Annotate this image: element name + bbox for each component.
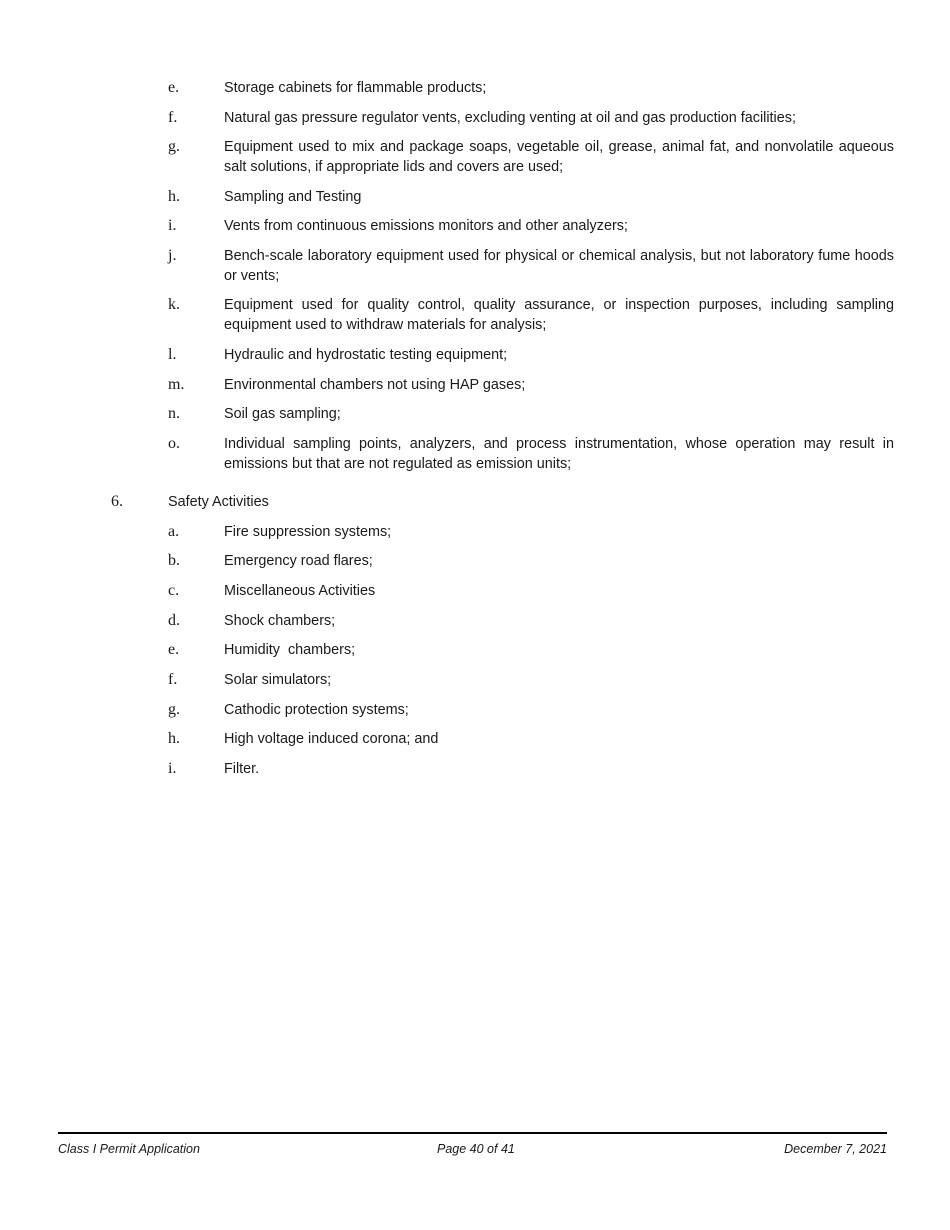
list-marker: l. [168, 346, 177, 363]
footer-page-number: Page 40 of 41 [437, 1142, 515, 1156]
list-item-text: Filter. [224, 761, 260, 777]
list-item-text: Solar simulators; [224, 672, 332, 688]
list-marker: h. [168, 730, 180, 747]
list-marker: d. [168, 612, 180, 629]
footer-divider [58, 1132, 887, 1134]
list-item-text: Natural gas pressure regulator vents, excluding venting at oil and gas production facilities; [224, 110, 796, 126]
list-item-text: Hydraulic and hydrostatic testing equipment; [224, 347, 508, 363]
list-marker: f. [168, 109, 178, 126]
list-marker: c. [168, 582, 180, 599]
list-marker: f. [168, 671, 178, 688]
list-marker: h. [168, 188, 180, 205]
list-item-text: Emergency road flares; [224, 553, 373, 569]
list-item-text: Sampling and Testing [224, 189, 362, 205]
list-marker: i. [168, 217, 177, 234]
list-item-text: Equipment used to mix and package soaps, vegetable oil, grease, animal fat, and nonvolatile aqueous salt solutions, if appropriate lids and covers are used; [224, 139, 894, 175]
footer-document-title: Class I Permit Application [58, 1142, 200, 1156]
section-title: Safety Activities [168, 494, 269, 510]
list-marker: i. [168, 760, 177, 777]
list-item-text: Environmental chambers not using HAP gases; [224, 377, 526, 393]
list-item-text: Fire suppression systems; [224, 524, 392, 540]
list-item-text: Humidity chambers; [224, 642, 356, 658]
list-marker: g. [168, 701, 180, 718]
list-marker: a. [168, 523, 180, 540]
list-marker: m. [168, 376, 185, 393]
list-marker: g. [168, 138, 180, 155]
list-item-text: Storage cabinets for flammable products; [224, 80, 487, 96]
list-marker: n. [168, 405, 180, 422]
list-item-text: Bench-scale laboratory equipment used for physical or chemical analysis, but not laboratory fume hoods or vents; [224, 248, 894, 284]
list-item-text: Equipment used for quality control, quality assurance, or inspection purposes, including sampling equipment used to withdraw materials for analysis; [224, 297, 894, 333]
list-item-text: Shock chambers; [224, 613, 336, 629]
list-marker: o. [168, 435, 180, 452]
section-number: 6. [111, 493, 123, 510]
list-marker: b. [168, 552, 180, 569]
footer-date: December 7, 2021 [784, 1142, 887, 1156]
list-marker: e. [168, 79, 180, 96]
list-item-text: Soil gas sampling; [224, 406, 341, 422]
list-item-text: Vents from continuous emissions monitors and other analyzers; [224, 218, 628, 234]
list-marker: e. [168, 641, 180, 658]
list-marker: j. [168, 247, 177, 264]
list-item-text: Miscellaneous Activities [224, 583, 376, 599]
list-marker: k. [168, 296, 180, 313]
list-item-text: High voltage induced corona; and [224, 731, 439, 747]
list-item-text: Individual sampling points, analyzers, and process instrumentation, whose operation may result in emissions but that are not regulated as emission units; [224, 436, 894, 472]
list-item-text: Cathodic protection systems; [224, 702, 409, 718]
